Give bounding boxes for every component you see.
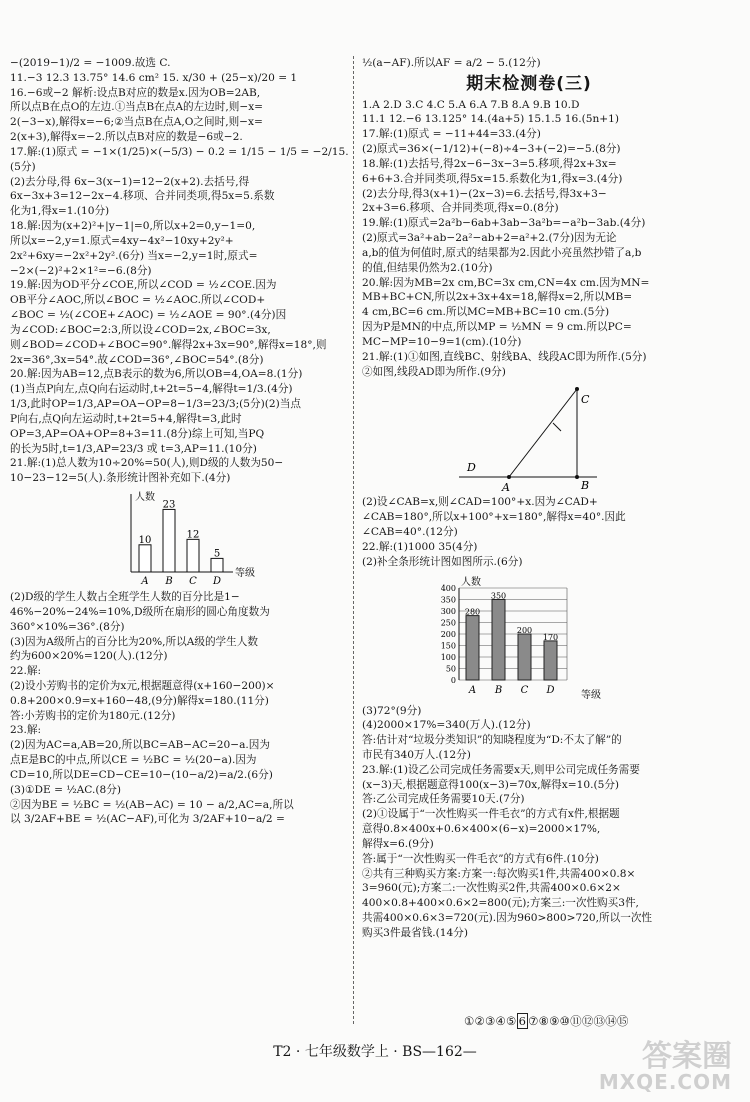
- text-line: ∠CAB=40°.(12分): [362, 526, 458, 539]
- text-line: (5分): [10, 160, 36, 173]
- label-b: B: [581, 479, 590, 493]
- text-line: P向右,点Q向左运动时,t+2t=5+4,解得t=3,此时: [10, 412, 242, 425]
- category-label: C: [189, 576, 197, 588]
- text-line: 所以点B在点O的左边.①当点B在点A的左边时,则−x=: [10, 101, 264, 114]
- text-line: (x−3)天,根据题意得100(x−3)=70x,解得x=10.(5分): [362, 778, 620, 791]
- text-line: 答:属于“一次性购买一件毛衣”的方式有6件.(10分): [362, 852, 599, 865]
- text-line: 共需400×0.6×3=720(元).因为960>800>720,所以一次性: [362, 912, 653, 925]
- category-label: A: [468, 684, 477, 696]
- y-tick-label: 150: [440, 641, 456, 650]
- text-line: 1/3,此时OP=1/3,AP=OA−OP=8−1/3=23/3;(5分)(2)当点: [10, 398, 301, 411]
- text-line: 360°×10%=36°.(8分): [10, 620, 125, 633]
- text-line: 18.解:(1)去括号,得2x−6−3x−3=5.移项,得2x+3x=: [362, 157, 617, 170]
- tick-mark: [553, 423, 561, 431]
- y-tick-label: 100: [440, 652, 456, 662]
- text-line: 2x²+6xy=−2x²+2y².(6分) 当x=−2,y=1时,原式=: [10, 249, 258, 262]
- y-tick-label: 350: [440, 595, 456, 604]
- text-line: 为∠COD:∠BOC=2:3,所以设∠COD=2x,∠BOC=3x,: [10, 323, 271, 336]
- bar-A: [466, 615, 479, 679]
- text-line: 19.解:(1)原式=2a²b−6ab+3ab−3a²b=−a²b−3ab.(4分): [362, 217, 646, 230]
- text-line: MC−MP=10−9=1(cm).(10分): [362, 335, 522, 348]
- watermark-text: 答案圈: [642, 1039, 732, 1074]
- text-line: 答:乙公司完成任务需要10天.(7分): [362, 793, 525, 806]
- text-line: (2)设小芳购书的定价为x元,根据题意得(x+160−200)×: [10, 679, 275, 692]
- watermark-logo: [598, 1039, 732, 1094]
- category-label: B: [494, 684, 503, 696]
- text-line: 2(x+3),解得x=−2.所以点B对应的数是−6或−2.: [10, 131, 243, 144]
- text-line: 21.解:(1)总人数为10÷20%=50(人),则D级的人数为50−: [10, 457, 284, 470]
- text-line: (2)设∠CAB=x,则∠CAD=100°+x.因为∠CAD+: [362, 496, 598, 509]
- text-line: (3)①DE = ½AC.(8分): [10, 783, 121, 796]
- text-line: 20.解:因为AB=12,点B表示的数为6,所以OB=4,OA=8.(1分): [10, 368, 303, 381]
- text-line: a,b的值为何值时,原式的结果都为2.因此小亮虽然抄错了a,b: [362, 246, 642, 259]
- text-line: 18.解:因为(x+2)²+|y−1|=0,所以x+2=0,y−1=0,: [10, 220, 256, 233]
- text-line: 16.−6或−2 解析:设点B对应的数是x.因为OB=2AB,: [10, 86, 261, 99]
- right-answer-text-top: [362, 56, 696, 71]
- text-line: 市民有340万人.(12分): [362, 748, 471, 761]
- text-line: 1.A 2.D 3.C 4.C 5.A 6.A 7.B 8.A 9.B 10.D: [362, 98, 580, 111]
- y-tick-label: 250: [440, 618, 456, 627]
- y-tick-label: 400: [440, 583, 456, 593]
- right-answer-text-continued: [362, 495, 696, 569]
- text-line: 22.解:: [10, 665, 42, 678]
- text-line: 答:估计对“垃圾分类知识”的知晓程度为“D:不太了解”的: [362, 734, 622, 747]
- category-label: A: [141, 576, 149, 588]
- bar-B: [492, 599, 505, 680]
- category-label: B: [165, 576, 173, 588]
- geometry-figure: [439, 381, 619, 493]
- text-line: 6+6+3.合并同类项,得5x=15.系数化为1,得x=3.(4分): [362, 172, 623, 185]
- text-line: OB平分∠AOC,所以∠BOC = ½∠AOC.所以∠COD+: [10, 294, 266, 307]
- text-line: 6x−3x+3=12−2x−4.移项、合并同类项,得5x=5.系数: [10, 190, 275, 203]
- column-divider: [353, 56, 354, 1024]
- text-line: ②因为BE = ½BC = ½(AB−AC) = 10 − a/2,AC=a,所以: [10, 798, 294, 811]
- text-line: ②如图,线段AD即为所作.(9分): [362, 365, 506, 378]
- left-column: [10, 56, 348, 827]
- category-label: C: [520, 684, 529, 696]
- text-line: MB+BC+CN,所以2x+3x+4x=18,解得x=2,所以MB=: [362, 291, 633, 304]
- exam-section-title: 期末检测卷(三): [466, 73, 592, 94]
- text-line: 因为P是MN的中点,所以MP = ½MN = 9 cm.所以PC=: [362, 321, 632, 334]
- ray-ba: [509, 389, 577, 477]
- text-line: −2×(−2)²+2×1²=−6.(8分): [10, 264, 152, 277]
- bar-value-label: 10: [138, 534, 152, 546]
- text-line: (2)D级的学生人数占全班学生人数的百分比是1−: [10, 591, 240, 604]
- text-line: 的值,但结果仍然为2.(10分): [362, 261, 493, 274]
- bar-value-label: 170: [542, 632, 559, 642]
- text-line: 11.1 12.−6 13.125° 14.(4a+5) 15.1.5 16.(5n+1): [362, 113, 620, 126]
- bar-B: [163, 509, 175, 572]
- text-line: OP=3,AP=OA+OP=8+3=11.(8分)综上可知,当PQ: [10, 427, 265, 440]
- y-tick-label: 0: [450, 675, 456, 685]
- text-line: 46%−20%−24%=10%,D级所在扇形的圆心角度数为: [10, 605, 270, 618]
- text-line: (3)72°(9分): [362, 704, 422, 717]
- text-line: (1)当点P向左,点Q向右运动时,t+2t=5−4,解得t=1/3.(4分): [10, 383, 293, 396]
- text-line: 2x=36°,3x=54°.故∠COD=36°,∠BOC=54°.(8分): [10, 353, 264, 366]
- text-line: 所以x=−2,y=1.原式=4xy−4x²−10xy+2y²+: [10, 234, 234, 247]
- text-line: 答:小芳购书的定价为180元.(12分): [10, 709, 176, 722]
- left-answer-text: [10, 56, 348, 486]
- bar-value-label: 5: [213, 548, 221, 560]
- text-line: 购买3件最省钱.(14分): [362, 926, 469, 939]
- text-line: 点E是BC的中点,所以CE = ½BC = ½(20−a).因为: [10, 754, 257, 767]
- grade-bar-chart: [109, 488, 255, 588]
- right-column: [362, 56, 696, 941]
- text-line: ∠BOC = ½(∠COE+∠AOC) = ½∠AOE = 90°.(4分)因: [10, 309, 287, 322]
- current-page-number: 6: [518, 1014, 527, 1028]
- text-line: ②共有三种购买方案:方案一:每次购买1件,共需400×0.8×: [362, 867, 636, 880]
- text-line: 约为600×20%=120(人).(12分): [10, 650, 168, 663]
- page-indicator: [464, 1013, 629, 1029]
- text-line: 17.解:(1)原式 = −1×(1/25)×(−5/3) − 0.2 = 1/15 − 1/5 = −2/15.: [10, 145, 349, 158]
- y-axis-label: 人数: [461, 576, 481, 588]
- point-b: [575, 475, 579, 479]
- bar-value-label: 12: [186, 529, 200, 541]
- category-label: D: [212, 576, 222, 588]
- bar-A: [139, 545, 151, 572]
- page-numbers-before: ①②③④⑤: [464, 1014, 517, 1028]
- label-a: A: [502, 481, 510, 495]
- text-line: −(2019−1)/2 = −1009.故选 C.: [10, 57, 171, 69]
- text-line: (2)去分母,得 6x−3(x−1)=12−2(x+2).去括号,得: [10, 175, 250, 188]
- text-line: 22.解:(1)1000 35(4分): [362, 540, 478, 553]
- text-line: (2)原式=3a²+ab−2a²−ab+2=a²+2.(7分)因为无论: [362, 232, 617, 245]
- point-c: [575, 387, 579, 391]
- bar-value-label: 23: [162, 499, 176, 511]
- right-answer-text-bottom: [362, 704, 696, 941]
- page-footer: T2 · 七年级数学上 · BS—162—: [273, 1044, 477, 1060]
- text-line: ½(a−AF).所以AF = a/2 − 5.(12分): [362, 57, 541, 69]
- y-tick-label: 50: [445, 664, 456, 673]
- text-line: 19.解:因为OD平分∠COE,所以∠COD = ½∠COE.因为: [10, 279, 277, 292]
- point-a: [507, 475, 511, 479]
- y-tick-label: 300: [440, 606, 456, 616]
- right-answer-text: [362, 98, 696, 380]
- bar-value-label: 350: [490, 591, 507, 600]
- text-line: 0.8+200×0.9=x+160−48,(9分)解得x=180.(11分): [10, 694, 269, 707]
- text-line: 21.解:(1)①如图,直线BC、射线BA、线段AC即为所作.(5分): [362, 350, 647, 363]
- text-line: (2)①设属于“一次性购买一件毛衣”的方式有x件,根据题: [362, 808, 620, 821]
- text-line: 20.解:因为MB=2x cm,BC=3x cm,CN=4x cm.因为MN=: [362, 276, 650, 289]
- bar-value-label: 280: [464, 607, 481, 617]
- text-line: (2)补全条形统计图如图所示.(6分): [362, 555, 523, 568]
- left-answer-text-continued: [10, 590, 348, 827]
- label-d: D: [467, 461, 476, 475]
- text-line: 3=960(元);方案二:一次性购买2件,共需400×0.6×2×: [362, 882, 621, 895]
- text-line: (2)原式=36×(−1/12)+(−8)÷4−3+(−2)=−5.(8分): [362, 143, 621, 156]
- text-line: (2)去分母,得3(x+1)−(2x−3)=6.去括号,得3x+3−: [362, 187, 607, 200]
- x-axis-label: 等级: [581, 689, 601, 701]
- text-line: 解得x=6.(9分): [362, 837, 434, 850]
- text-line: ∠CAB=180°,所以x+100°+x=180°,解得x=40°.因此: [362, 511, 626, 524]
- text-line: 则∠BOD=∠COD+∠BOC=90°.解得2x+3x=90°,解得x=18°,则: [10, 338, 327, 351]
- page-numbers-after: ⑦⑧⑨⑩⑪⑫⑬⑭⑮: [528, 1014, 629, 1028]
- text-line: 23.解:(1)设乙公司完成任务需要x天,则甲公司完成任务需要: [362, 763, 640, 776]
- text-line: (2)因为AC=a,AB=20,所以BC=AB−AC=20−a.因为: [10, 739, 270, 752]
- bar-C: [518, 634, 531, 680]
- text-line: 以 3/2AF+BE = ½(AC−AF),可化为 3/2AF+10−a/2 =: [10, 813, 285, 826]
- text-line: 17.解:(1)原式 = −11+44=33.(4分): [362, 128, 541, 141]
- label-c: C: [581, 393, 590, 407]
- survey-bar-chart: [429, 572, 629, 702]
- text-line: 2x+3=6.移项、合并同类项,得x=0.(8分): [362, 202, 559, 215]
- text-line: 2(−3−x),解得x=−6;②当点B在点A,O之间时,则−x=: [10, 116, 263, 129]
- text-line: 10−23−12=5(人).条形统计图补充如下.(4分): [10, 472, 231, 485]
- category-label: D: [546, 684, 555, 696]
- text-line: 400×0.8+400×0.6×2=800(元);方案三:一次性购买3件,: [362, 897, 639, 910]
- bar-C: [187, 539, 199, 572]
- text-line: (3)因为A级所占的百分比为20%,所以A级的学生人数: [10, 635, 258, 648]
- bar-value-label: 200: [516, 625, 533, 635]
- y-tick-label: 200: [440, 629, 456, 639]
- watermark-url: MXQE.COM: [598, 1070, 732, 1094]
- x-axis-label: 等级: [235, 568, 255, 580]
- text-line: 4 cm,BC=6 cm.所以MC=MB+BC=10 cm.(5分): [362, 306, 610, 319]
- text-line: 意得0.8×400x+0.6×400×(6−x)=2000×17%,: [362, 823, 601, 836]
- text-line: 化为1,得x=1.(10分): [10, 205, 110, 218]
- text-line: 的长为5时,t=1/3,AP=23/3 或 t=3,AP=11.(10分): [10, 442, 257, 455]
- bar-D: [211, 558, 223, 572]
- y-axis-label: 人数: [135, 492, 155, 504]
- text-line: (4)2000×17%=340(万人).(12分): [362, 719, 531, 732]
- text-line: CD=10,所以DE=CD−CE=10−(10−a/2)=a/2.(6分): [10, 768, 273, 781]
- text-line: 11.−3 12.3 13.75° 14.6 cm² 15. x/30 + (25−x)/20 = 1: [10, 71, 298, 84]
- text-line: 23.解:: [10, 724, 42, 737]
- bar-D: [544, 640, 557, 679]
